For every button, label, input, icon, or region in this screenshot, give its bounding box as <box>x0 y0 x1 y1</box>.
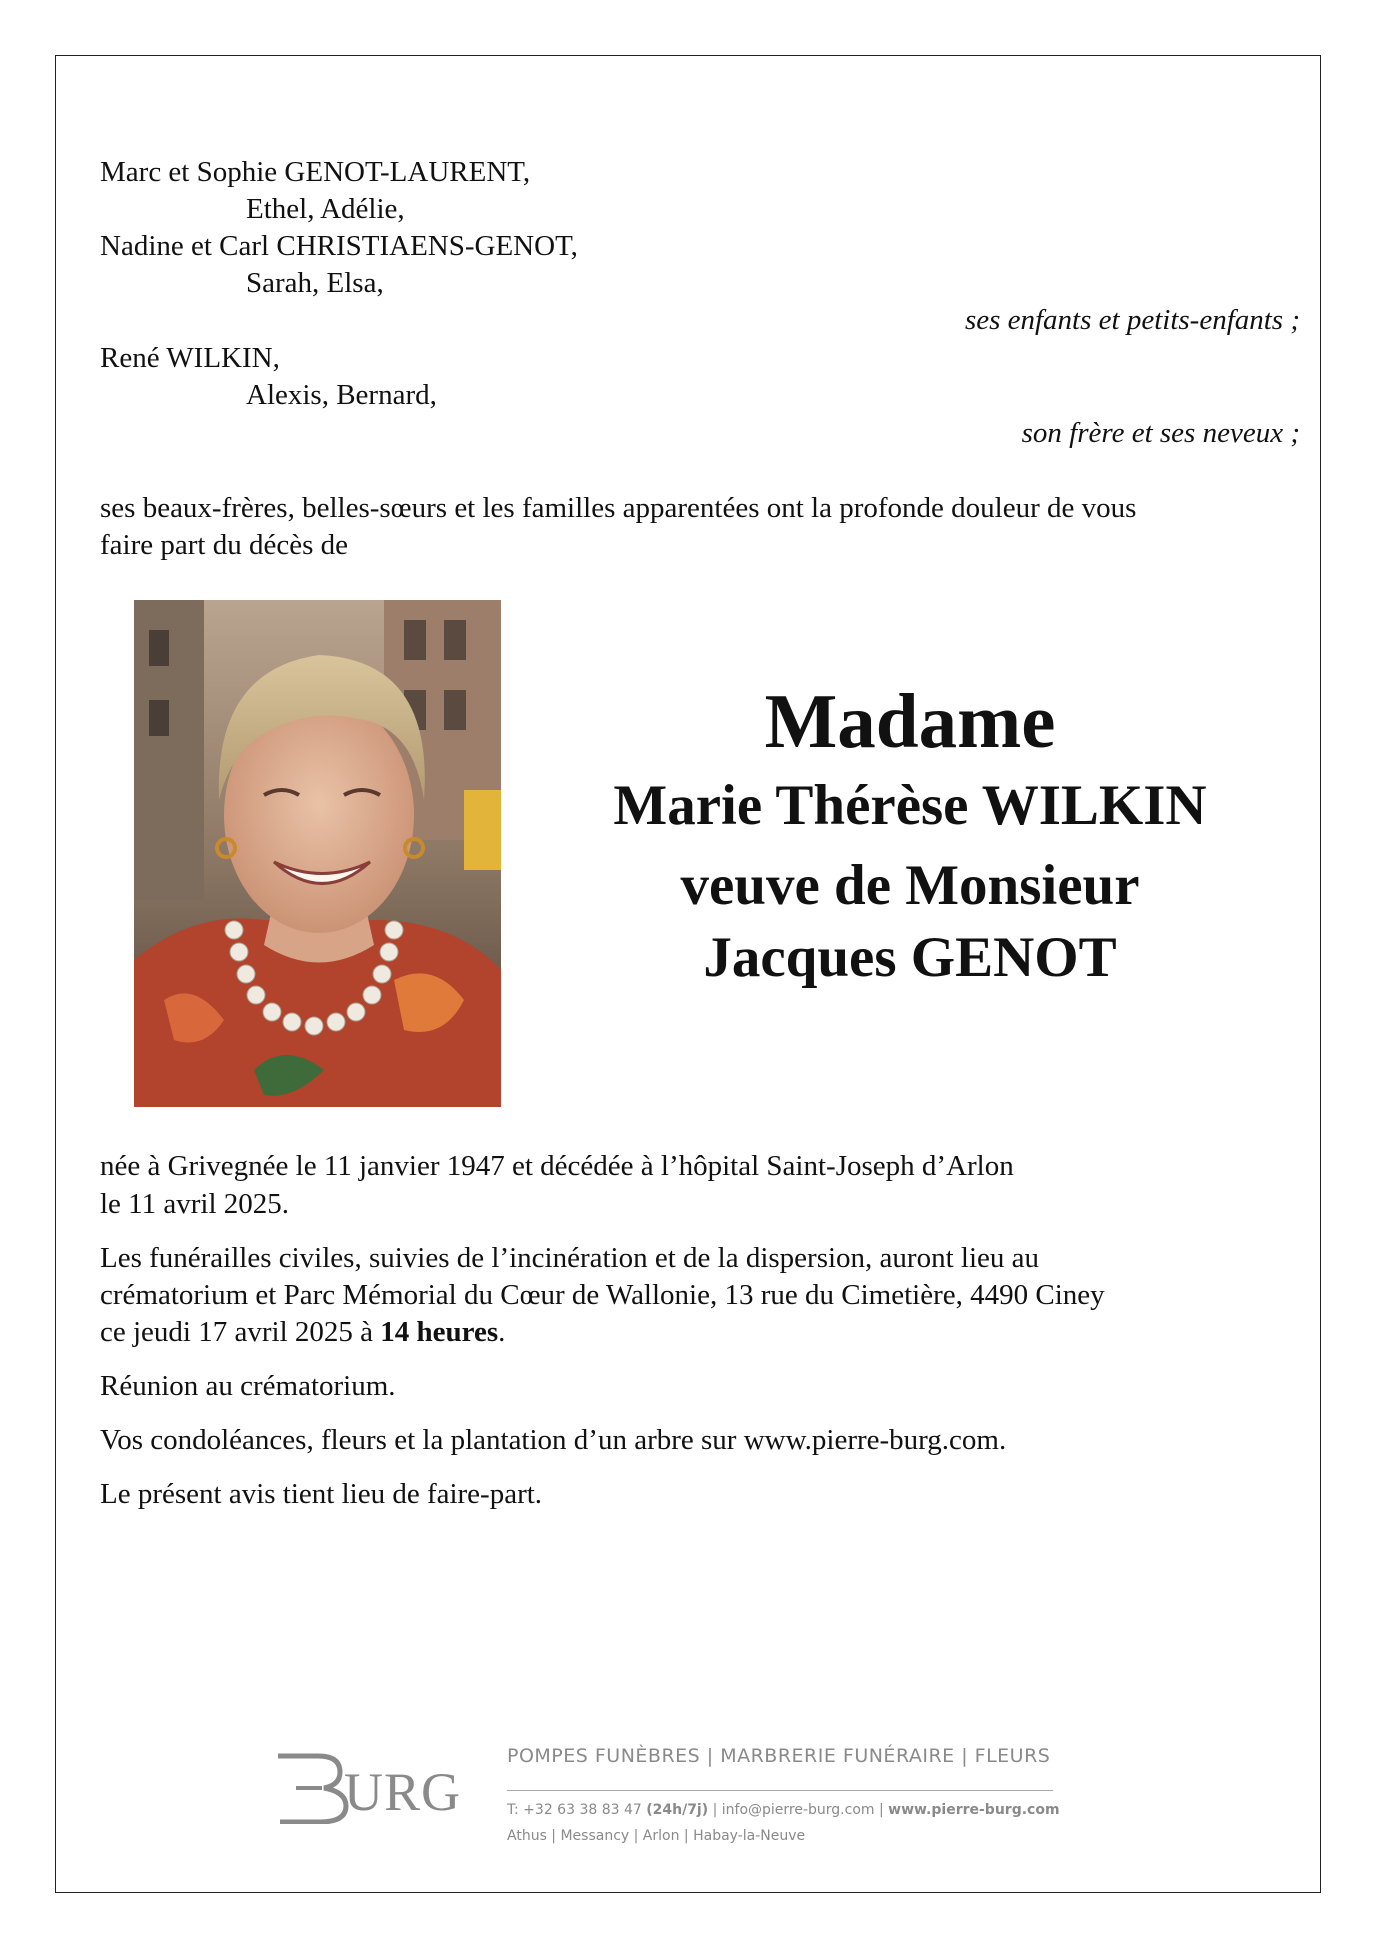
family-line-5: René WILKIN, <box>100 342 280 374</box>
footer-phone[interactable]: T: +32 63 38 83 47 <box>507 1802 647 1818</box>
family-line-2: Ethel, Adélie, <box>246 193 405 225</box>
announcement-line-2: faire part du décès de <box>100 529 348 561</box>
footer-phone-hours: (24h/7j) <box>646 1802 709 1818</box>
family-line-1: Marc et Sophie GENOT-LAURENT, <box>100 156 531 188</box>
footer-locations: Athus | Messancy | Arlon | Habay-la-Neuve <box>507 1828 806 1844</box>
burg-logo-text: URG <box>344 1762 462 1822</box>
deceased-name: Marie Thérèse WILKIN <box>613 774 1207 837</box>
family-line-3: Nadine et Carl CHRISTIAENS-GENOT, <box>100 230 578 262</box>
condolences-text: Vos condoléances, fleurs et la plantation d’un arbre sur www.pierre-burg.com. <box>100 1424 1007 1456</box>
notice-text: Le présent avis tient lieu de faire-part. <box>100 1478 543 1510</box>
birth-death-line-1: née à Grivegnée le 11 janvier 1947 et décédée à l’hôpital Saint-Joseph d’Arlon <box>100 1150 1014 1182</box>
deceased-widow-of: veuve de Monsieur <box>680 854 1140 917</box>
burg-logo <box>274 1752 462 1824</box>
footer-email[interactable]: | info@pierre-burg.com | <box>708 1802 889 1818</box>
footer-website[interactable]: www.pierre-burg.com <box>888 1802 1060 1818</box>
portrait-photo <box>134 600 501 1107</box>
footer-contact <box>507 1800 1060 1820</box>
deceased-title: Madame <box>764 678 1056 764</box>
funeral-line-1: Les funérailles civiles, suivies de l’incinération et de la dispersion, auront lieu au <box>100 1242 1039 1274</box>
footer-services: POMPES FUNÈBRES | MARBRERIE FUNÉRAIRE | FLEURS <box>507 1745 1051 1767</box>
family-line-4: Sarah, Elsa, <box>246 267 384 299</box>
relation-children: ses enfants et petits-enfants ; <box>964 304 1300 336</box>
footer-divider <box>507 1790 1053 1791</box>
funeral-line-3 <box>100 1314 505 1350</box>
birth-death-line-2: le 11 avril 2025. <box>100 1188 289 1220</box>
announcement-line-1: ses beaux-frères, belles-sœurs et les familles apparentées ont la profonde douleur de vous <box>100 492 1137 524</box>
deceased-spouse: Jacques GENOT <box>703 926 1117 989</box>
funeral-period: . <box>498 1316 506 1348</box>
reunion-text: Réunion au crématorium. <box>100 1370 396 1402</box>
funeral-line-2: crématorium et Parc Mémorial du Cœur de Wallonie, 13 rue du Cimetière, 4490 Ciney <box>100 1279 1105 1311</box>
family-line-6: Alexis, Bernard, <box>246 379 437 411</box>
funeral-date: ce jeudi 17 avril 2025 à <box>100 1316 381 1348</box>
relation-brother: son frère et ses neveux ; <box>1021 417 1300 449</box>
funeral-time: 14 heures <box>380 1316 499 1348</box>
